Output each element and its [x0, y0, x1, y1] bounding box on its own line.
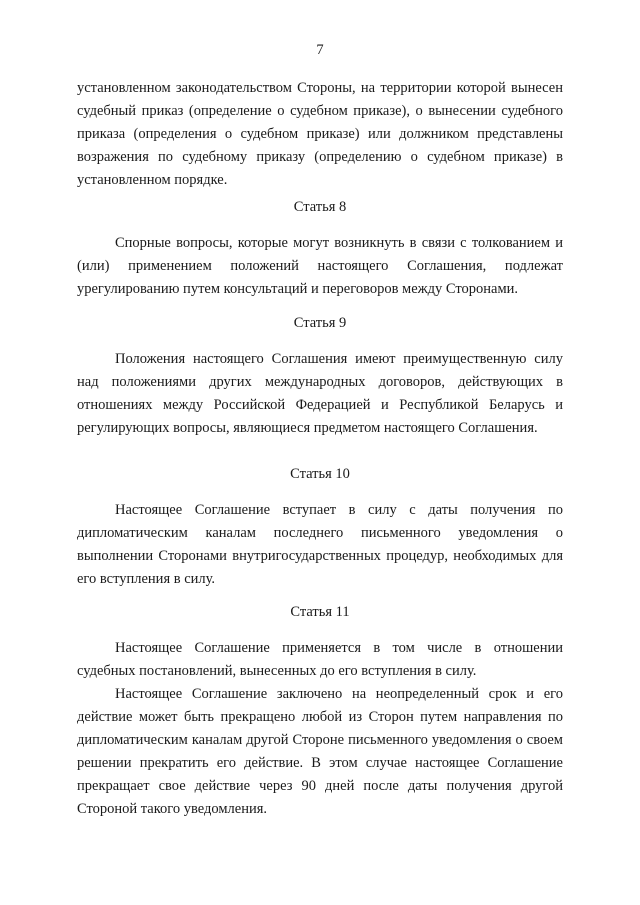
article-10-body — [77, 499, 563, 591]
article-10-heading: Статья 10 — [290, 466, 350, 482]
article-8-paragraph-1: Спорные вопросы, которые могут возникнуть в связи с толкованием и (или) применением положений настоящего Соглашения, подлежат урегулированию путем консультаций и переговоров между Сторонами. — [77, 235, 563, 297]
article-11-heading: Статья 11 — [290, 604, 350, 620]
page-number: 7 — [316, 42, 324, 58]
article-9-heading: Статья 9 — [293, 315, 347, 331]
article-11-paragraph-1: Настоящее Соглашение применяется в том числе в отношении судебных постановлений, вынесенных до его вступления в силу. — [77, 640, 563, 679]
article-11-body — [77, 637, 563, 821]
article-8-body — [77, 232, 563, 301]
article-11-paragraph-2: Настоящее Соглашение заключено на неопределенный срок и его действие может быть прекращено любой из Сторон путем направления по дипломатическим каналам другой Стороне письменного уведомления о своем решении прекратить его действие. В этом случае настоящее Соглашение прекращает свое действие через 90 дней после даты получения другой Стороной такого уведомления. — [77, 686, 563, 817]
article-8-heading: Статья 8 — [293, 199, 347, 215]
article-9-paragraph-1: Положения настоящего Соглашения имеют преимущественную силу над положениями других международных договоров, действующих в отношениях между Российской Федерацией и Республикой Беларусь и регулирующих вопросы, являющиеся предметом настоящего Соглашения. — [77, 351, 563, 436]
article-9-body — [77, 348, 563, 440]
article-10-paragraph-1: Настоящее Соглашение вступает в силу с даты получения по дипломатическим каналам последнего письменного уведомления о выполнении Сторонами внутригосударственных процедур, необходимых для его вступления в силу. — [77, 502, 563, 587]
intro-paragraph: установленном законодательством Стороны, на территории которой вынесен судебный приказ (определение о судебном приказе), о вынесении судебного приказа (определения о судебном приказе) или должником представлены возражения по судебному приказу (определению о судебном приказе) в установленном порядке. — [77, 80, 563, 188]
intro-paragraph-block — [77, 77, 563, 192]
